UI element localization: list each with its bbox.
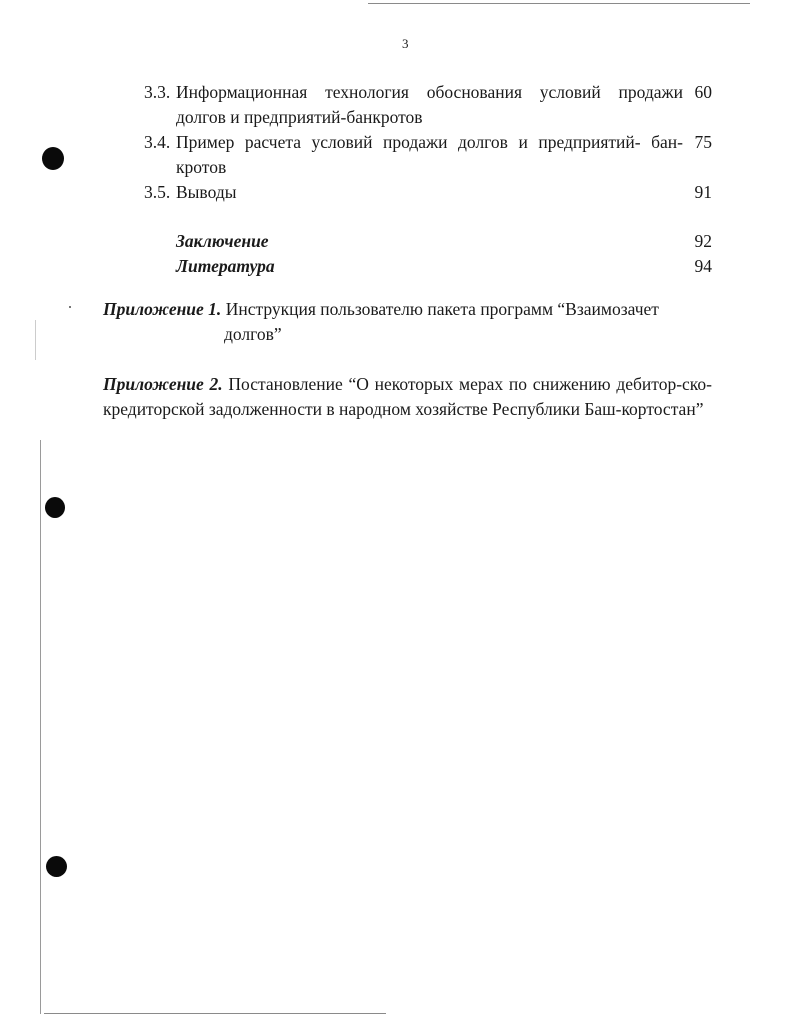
toc-literature-page: 94	[694, 256, 712, 276]
toc-entry-title-continued: долгов и предприятий-банкротов	[176, 107, 423, 127]
toc-entry-title: Информационная технология обоснования условий продажи	[176, 82, 683, 102]
appendix-1-continuation: долгов”	[224, 324, 282, 344]
toc-entry-3-4	[0, 130, 792, 182]
left-margin-line-upper	[35, 320, 36, 360]
toc-literature	[0, 254, 792, 280]
appendix-2-text: Постановление “О некоторых мерах по снижению дебитор-ско-кредиторской задолженности в народном хозяйстве Республики Баш-кортостан”	[103, 374, 712, 419]
toc-conclusion-label: Заключение	[176, 231, 269, 251]
toc-entry-page: 75	[694, 132, 712, 152]
toc-literature-label: Литература	[176, 256, 275, 276]
appendix-1-label: Приложение 1.	[103, 299, 222, 319]
toc-entry-title-continued: кротов	[176, 157, 227, 177]
bottom-scan-line	[44, 1013, 386, 1014]
appendix-1	[103, 297, 713, 347]
toc-entry-title: Пример расчета условий продажи долгов и предприятий- бан-	[176, 132, 683, 152]
appendix-1-text: Инструкция пользователю пакета программ “Взаимозачет	[225, 299, 659, 319]
toc-entry-page: 60	[694, 82, 712, 102]
scan-speck	[69, 306, 71, 308]
toc-entry-number: 3.4.	[144, 132, 171, 152]
appendix-2	[103, 372, 712, 422]
toc-entry-page: 91	[694, 182, 712, 202]
toc-entry-number: 3.3.	[144, 82, 171, 102]
appendix-2-label: Приложение 2.	[103, 374, 223, 394]
punch-hole-middle	[45, 497, 65, 518]
page-number: 3	[402, 36, 409, 51]
toc-conclusion	[0, 229, 792, 255]
toc-entry-title: Выводы	[176, 182, 237, 202]
toc-entry-number: 3.5.	[144, 182, 171, 202]
toc-conclusion-page: 92	[694, 231, 712, 251]
toc-entry-3-3	[0, 80, 792, 132]
toc-entry-3-5	[0, 180, 792, 206]
left-margin-line	[40, 440, 41, 1014]
punch-hole-bottom	[46, 856, 67, 877]
top-scan-line	[368, 3, 750, 4]
